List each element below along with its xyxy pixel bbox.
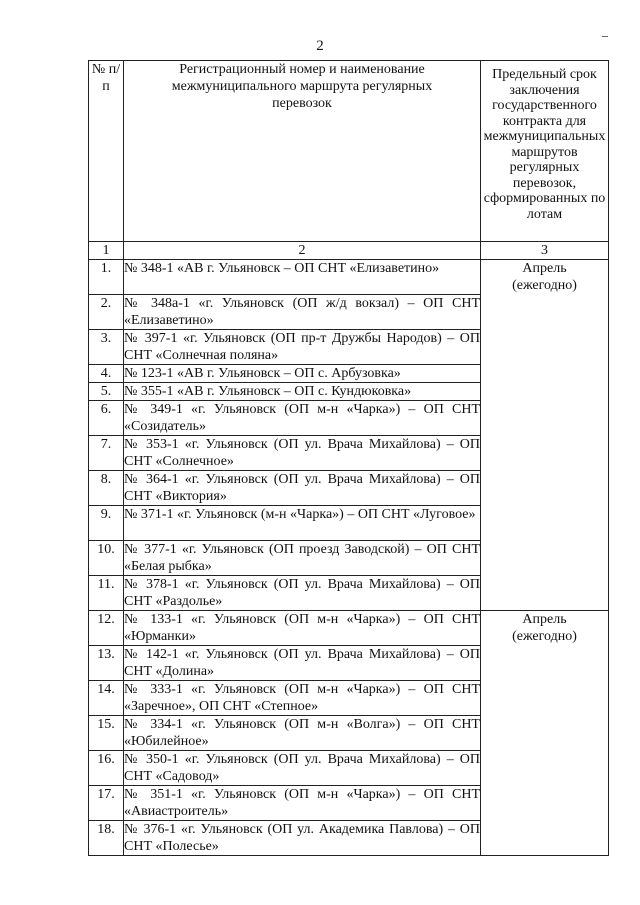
row-number: 5. [89, 383, 124, 401]
route-name: № 351-1 «г. Ульяновск (ОП м-н «Чарка») – ОП СНТ «Авиастроитель» [124, 787, 480, 819]
column-number: 1 [89, 242, 124, 260]
lot-term: Апрель (ежегодно) [481, 260, 609, 611]
scan-mark [602, 36, 608, 37]
row-number: 9. [89, 506, 124, 541]
routes-table [88, 60, 609, 856]
route-name: № 348-1 «АВ г. Ульяновск – ОП СНТ «Елизаветино» [124, 260, 481, 295]
route-name: № 364-1 «г. Ульяновск (ОП ул. Врача Михайлова) – ОП СНТ «Виктория» [124, 472, 480, 504]
route-name: № 349-1 «г. Ульяновск (ОП м-н «Чарка») – ОП СНТ «Созидатель» [124, 402, 480, 434]
row-number: 15. [89, 716, 124, 751]
row-number: 2. [89, 295, 124, 330]
lot-term: Апрель (ежегодно) [481, 611, 609, 856]
route-name: № 377-1 «г. Ульяновск (ОП проезд Заводской) – ОП СНТ «Белая рыбка» [124, 542, 480, 574]
row-number: 18. [89, 821, 124, 856]
route-name: № 123-1 «АВ г. Ульяновск – ОП с. Арбузовка» [124, 365, 481, 383]
page-number: 2 [316, 38, 324, 54]
row-number: 16. [89, 751, 124, 786]
route-name: № 333-1 «г. Ульяновск (ОП м-н «Чарка») – ОП СНТ «Заречное», ОП СНТ «Степное» [124, 682, 480, 714]
route-name: № 350-1 «г. Ульяновск (ОП ул. Врача Михайлова) – ОП СНТ «Садовод» [124, 752, 480, 784]
header-route-name: Регистрационный номер и наименование межмуниципального маршрута регулярных перевозок [124, 61, 481, 242]
route-name: № 334-1 «г. Ульяновск (ОП м-н «Волга») – ОП СНТ «Юбилейное» [124, 717, 480, 749]
header-row [89, 61, 609, 242]
route-name: № 353-1 «г. Ульяновск (ОП ул. Врача Михайлова) – ОП СНТ «Солнечное» [124, 437, 480, 469]
row-number: 17. [89, 786, 124, 821]
row-number: 7. [89, 436, 124, 471]
route-name: № 378-1 «г. Ульяновск (ОП ул. Врача Михайлова) – ОП СНТ «Раздолье» [124, 577, 480, 609]
route-name: № 376-1 «г. Ульяновск (ОП ул. Академика Павлова) – ОП СНТ «Полесье» [124, 822, 480, 854]
row-number: 14. [89, 681, 124, 716]
row-number: 11. [89, 576, 124, 611]
row-number: 1. [89, 260, 124, 295]
route-name: № 348а-1 «г. Ульяновск (ОП ж/д вокзал) – ОП СНТ «Елизаветино» [124, 296, 480, 328]
column-number: 3 [481, 242, 609, 260]
column-number-row [89, 242, 609, 260]
row-number: 6. [89, 401, 124, 436]
header-contract-term: Предельный срок заключения государственного контракта для межмуниципальных маршрутов регулярных перевозок, сформированных по лотам [481, 61, 609, 242]
row-number: 10. [89, 541, 124, 576]
route-name: № 371-1 «г. Ульяновск (м-н «Чарка») – ОП СНТ «Луговое» [124, 506, 481, 541]
row-number: 12. [89, 611, 124, 646]
row-number: 8. [89, 471, 124, 506]
route-name: № 133-1 «г. Ульяновск (ОП м-н «Чарка») – ОП СНТ «Юрманки» [124, 612, 480, 644]
row-number: 4. [89, 365, 124, 383]
column-number: 2 [124, 242, 481, 260]
table-row [89, 611, 609, 646]
row-number: 3. [89, 330, 124, 365]
header-number: № п/п [89, 61, 124, 242]
row-number: 13. [89, 646, 124, 681]
table-row [89, 260, 609, 295]
route-name: № 397-1 «г. Ульяновск (ОП пр-т Дружбы Народов) – ОП СНТ «Солнечная поляна» [124, 331, 480, 363]
route-name: № 355-1 «АВ г. Ульяновск – ОП с. Кундюковка» [124, 383, 481, 401]
route-name: № 142-1 «г. Ульяновск (ОП ул. Врача Михайлова) – ОП СНТ «Долина» [124, 647, 480, 679]
